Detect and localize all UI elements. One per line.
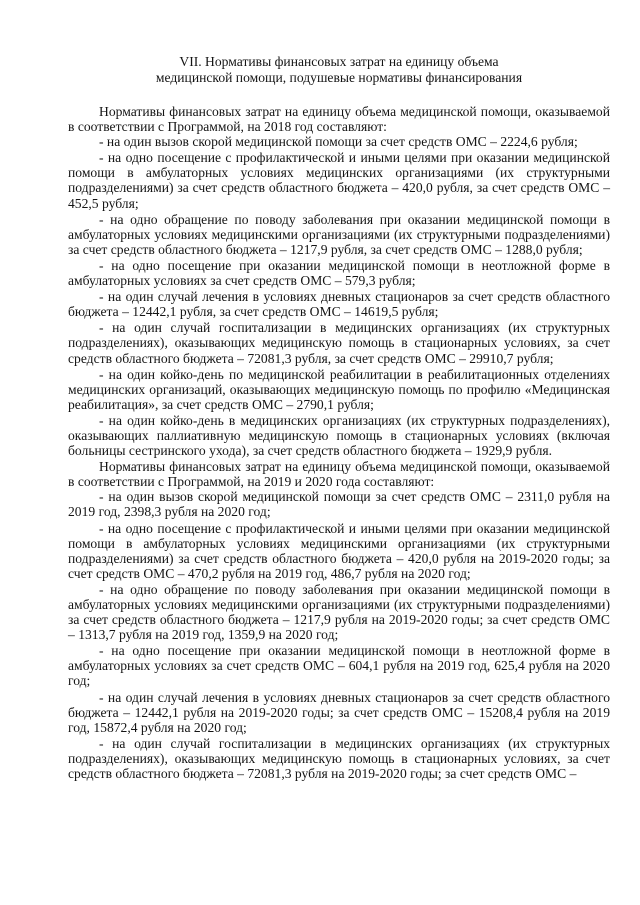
list-item: - на один койко-день в медицинских организациях (их структурных подразделениях), оказывающих паллиативную медицинскую помощь в стационарных условиях (включая больницы сестринского ухода), за счет средств областного бюджета – 1929,9 рубля.	[68, 412, 610, 459]
heading-line-1: VII. Нормативы финансовых затрат на единицу объема	[179, 54, 499, 69]
list-item: - на один вызов скорой медицинской помощи за счет средств ОМС – 2224,6 рубля;	[99, 134, 578, 150]
list-item: - на один случай госпитализации в медицинских организациях (их структурных подразделениях), оказывающих медицинскую помощь в стационарных условиях, за счет средств областного бюджета – 72081,3 рубля на 2019-2020 годы; за счет средств ОМС –	[68, 735, 610, 782]
list-item: - на одно посещение при оказании медицинской помощи в неотложной форме в амбулаторных условиях за счет средств ОМС – 579,3 рубля;	[68, 257, 610, 289]
list-item: - на одно посещение с профилактической и иными целями при оказании медицинской помощи в амбулаторных условиях медицинскими организациями (их структурными подразделениями) за счет средств областного бюджета – 420,0 рубля на 2019-2020 годы; за счет средств ОМС – 470,2 рубля на 2019 год, 486,7 рубля на 2020 год;	[68, 520, 610, 581]
list-item: - на один случай госпитализации в медицинских организациях (их структурных подразделениях), оказывающих медицинскую помощь в стационарных условиях, за счет средств областного бюджета – 72081,3 рубля, за счет средств ОМС – 29910,7 рубля;	[68, 320, 610, 366]
list-item: - на одно посещение с профилактической и иными целями при оказании медицинской помощи в амбулаторных условиях медицинских организациями (их структурными подразделениями) за счет средств областного бюджета – 420,0 рубля, за счет средств ОМС – 452,5 рубля;	[68, 150, 610, 211]
list-item: - на одно посещение при оказании медицинской помощи в неотложной форме в амбулаторных условиях за счет средств ОМС – 604,1 рубля на 2019 год, 625,4 рубля на 2020 год;	[68, 643, 610, 689]
heading-line-2: медицинской помощи, подушевые нормативы финансирования	[155, 69, 523, 85]
body-text	[68, 104, 610, 781]
list-item: - на один случай лечения в условиях дневных стационаров за счет средств областного бюджета – 12442,1 рубля на 2019-2020 годы; за счет средств ОМС – 15208,4 рубля на 2019 год, 15872,4 рубля на 2020 год;	[68, 689, 610, 735]
list-item: - на одно обращение по поводу заболевания при оказании медицинской помощи в амбулаторных условиях медицинскими организациями (их структурными подразделениями) за счет средств областного бюджета – 1217,9 рубля на 2019-2020 годы; за счет средств ОМС – 1313,7 рубля на 2019 год, 1359,9 на 2020 год;	[68, 581, 610, 643]
section-heading	[68, 54, 610, 85]
paragraph-intro-2018: Нормативы финансовых затрат на единицу объема медицинской помощи, оказываемой в соответствии с Программой, на 2018 год составляют:	[68, 104, 610, 135]
list-item: - на один вызов скорой медицинской помощи за счет средств ОМС – 2311,0 рубля на 2019 год, 2398,3 рубля на 2020 год;	[68, 489, 610, 520]
list-item: - на одно обращение по поводу заболевания при оказании медицинской помощи в амбулаторных условиях медицинскими организациями (их структурными подразделениями) за счет средств областного бюджета – 1217,9 рубля, за счет средств ОМС – 1288,0 рубля;	[68, 211, 610, 257]
paragraph-intro-2019-2020: Нормативы финансовых затрат на единицу объема медицинской помощи, оказываемой в соответствии с Программой, на 2019 и 2020 года составляют:	[68, 459, 610, 490]
list-item: - на один случай лечения в условиях дневных стационаров за счет средств областного бюджета – 12442,1 рубля, за счет средств ОМС – 14619,5 рубля;	[68, 289, 610, 320]
list-item: - на один койко-день по медицинской реабилитации в реабилитационных отделениях медицинских организаций, оказывающих медицинскую помощь по профилю «Медицинская реабилитация», за счет средств ОМС – 2790,1 рубля;	[68, 366, 610, 412]
